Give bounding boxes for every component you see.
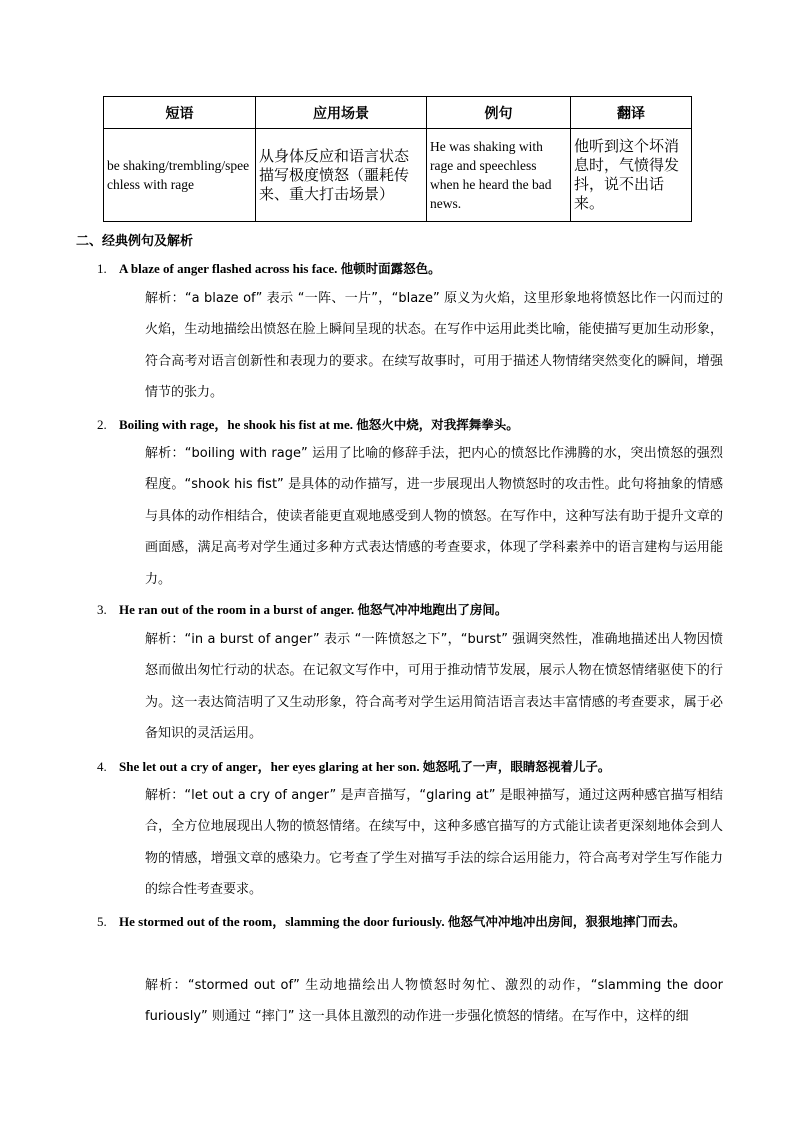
sentence-english: Boiling with rage，he shook his fist at me. xyxy=(119,417,354,432)
table-header-cell: 翻译 xyxy=(571,97,692,129)
table-header-cell: 例句 xyxy=(427,97,571,129)
analysis-paragraph: 解析：“stormed out of” 生动地描绘出人物愤怒时匆忙、激烈的动作，“slamming the door furiously” 则通过 “摔门” 这一具体且激烈的动作进一步强化愤怒的情绪。在写作中，这样的细 xyxy=(145,978,723,1025)
example-sentence xyxy=(97,259,441,277)
table-row xyxy=(104,129,692,222)
example-sentence xyxy=(97,756,610,775)
analysis-paragraph: 解析：“a blaze of” 表示 “一阵、一片”，“blaze” 原义为火焰，这里形象地将愤怒比作一闪而过的火焰，生动地描绘出愤怒在脸上瞬间呈现的状态。在写作中运用此类比喻，能使描写更加生动形象，符合高考对语言创新性和表现力的要求。在续写故事时，可用于描述人物情绪突然变化的瞬间，增强情节的张力。 xyxy=(145,291,723,401)
example-cell: He was shaking with rage and speechless when he heard the bad news. xyxy=(427,129,571,222)
phrase-table xyxy=(103,96,692,222)
analysis-paragraph: 解析：“let out a cry of anger” 是声音描写，“glaring at” 是眼神描写，通过这两种感官描写相结合，全方位地展现出人物的愤怒情绪。在续写中，这种多感官描写的方式能让读者更深刻地体会到人物的情感，增强文章的感染力。它考查了学生对描写手法的综合运用能力，符合高考对学生写作能力的综合性考查要求。 xyxy=(145,788,723,898)
example-sentence xyxy=(97,414,519,433)
item-number: 4. xyxy=(97,759,107,774)
example-sentence xyxy=(97,906,725,937)
table-header-cell: 短语 xyxy=(104,97,256,129)
sentence-english: He ran out of the room in a burst of anger. xyxy=(119,602,355,617)
sentence-english: A blaze of anger flashed across his face. xyxy=(119,261,338,276)
scenario-cell: 从身体反应和语言状态描写极度愤怒（噩耗传来、重大打击场景） xyxy=(256,129,427,222)
table-header-row xyxy=(104,97,692,129)
sentence-chinese: 他怒火中烧，对我挥舞拳头。 xyxy=(356,417,519,432)
sentence-chinese: 他顿时面露怒色。 xyxy=(340,261,441,276)
item-number: 1. xyxy=(97,261,107,276)
example-sentence xyxy=(97,600,507,618)
table-header-cell: 应用场景 xyxy=(256,97,427,129)
sentence-english: He stormed out of the room，slamming the door furiously. xyxy=(119,914,445,929)
analysis-paragraph: 解析：“boiling with rage” 运用了比喻的修辞手法，把内心的愤怒比作沸腾的水，突出愤怒的强烈程度。“shook his fist” 是具体的动作描写，进一步展现出人物愤怒时的攻击性。此句将抽象的情感与具体的动作相结合，使读者能更直观地感受到人物的愤怒。在写作中，这种写法有助于提升文章的画面感，满足高考对学生通过多种方式表达情感的考查要求，体现了学科素养中的语言建构与运用能力。 xyxy=(145,446,723,587)
phrase-cell: be shaking/trembling/speechless with rage xyxy=(104,129,256,222)
sentence-english: She let out a cry of anger，her eyes glaring at her son. xyxy=(119,759,420,774)
item-number: 2. xyxy=(97,417,107,432)
sentence-chinese: 她怒吼了一声，眼睛怒视着儿子。 xyxy=(422,759,611,774)
section-heading: 二、经典例句及解析 xyxy=(76,234,194,249)
sentence-chinese: 他怒气冲冲地跑出了房间。 xyxy=(357,602,508,617)
item-number: 3. xyxy=(97,602,107,617)
analysis-paragraph: 解析：“in a burst of anger” 表示 “一阵愤怒之下”，“burst” 强调突然性，准确地描述出人物因愤怒而做出匆忙行动的状态。在记叙文写作中，可用于推动情节发展，展示人物在愤怒情绪驱使下的行为。这一表达简洁明了又生动形象，符合高考对学生运用简洁语言表达丰富情感的考查要求，属于必备知识的灵活运用。 xyxy=(145,632,723,742)
sentence-chinese: 他怒气冲冲地冲出房间，狠狠地摔门而去。 xyxy=(447,914,686,929)
translation-cell: 他听到这个坏消息时，气愤得发抖，说不出话来。 xyxy=(571,129,692,222)
item-number: 5. xyxy=(97,914,107,929)
